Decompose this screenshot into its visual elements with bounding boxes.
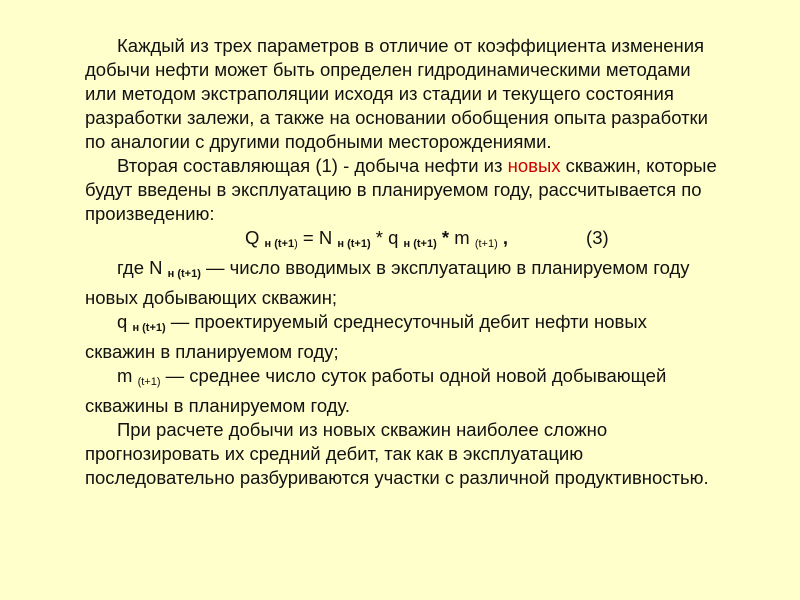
def-m-prefix: m — [117, 365, 138, 386]
para1-line3: или методом экстраполяции исходя из стадии и текущего состояния — [85, 83, 674, 104]
def-m-text: — среднее число суток работы одной новой добывающей — [160, 365, 667, 386]
def-q-prefix: q — [117, 311, 133, 332]
para2-line1 — [85, 154, 775, 178]
def-q-line1 — [85, 310, 775, 340]
formula-q: Q — [245, 227, 260, 248]
def-q-line2: скважин в планируемом году; — [85, 341, 339, 362]
formula-n-subscript: н (t+1) — [337, 238, 371, 250]
def-q-subscript: н (t+1) — [132, 322, 166, 334]
para3-line2: прогнозировать их средний дебит, так как в эксплуатацию — [85, 443, 584, 464]
formula-m-subscript: (t+1) — [474, 238, 498, 250]
def-m-line2: скважины в планируемом году. — [85, 395, 351, 416]
formula-q-subscript-paren: ) — [294, 238, 298, 250]
def-n-line2: новых добывающих скважин; — [85, 287, 338, 308]
formula-q2-subscript: н (t+1) — [403, 238, 437, 250]
formula-mul2: * — [436, 227, 455, 248]
def-n-subscript: н (t+1) — [167, 268, 201, 280]
highlight-word-new: новых — [507, 155, 561, 176]
slide-text-body — [85, 34, 775, 490]
def-q-text: — проектируемый среднесуточный дебит нефти новых — [165, 311, 647, 332]
formula-equals: = N — [297, 227, 338, 248]
formula-3 — [85, 226, 775, 256]
para2-line3: произведению: — [85, 203, 215, 224]
para1-line2: добычи нефти может быть определен гидродинамическими методами — [85, 59, 691, 80]
formula-number: (3) — [586, 227, 609, 248]
para2-line2: будут введены в эксплуатацию в планируемом году, рассчитывается по — [85, 179, 702, 200]
para2-line1-start: Вторая составляющая (1) - добыча нефти из — [117, 155, 508, 176]
para1-line5: по аналогии с другими подобными месторождениями. — [85, 131, 552, 152]
para3-line3: последовательно разбуриваются участки с различной продуктивностью. — [85, 467, 709, 488]
formula-comma: , — [497, 227, 509, 248]
formula-mul1: * q — [370, 227, 404, 248]
def-n-text: — число вводимых в эксплуатацию в планируемом году — [200, 257, 690, 278]
para1-line1: Каждый из трех параметров в отличие от коэффициента изменения — [117, 35, 705, 56]
formula-m: m — [454, 227, 475, 248]
formula-q-subscript: н (t+1 — [264, 238, 295, 250]
def-m-subscript: (t+1) — [137, 376, 161, 388]
para3-line1: При расчете добычи из новых скважин наиболее сложно — [117, 419, 608, 440]
def-m-line1 — [85, 364, 775, 394]
para1-line4: разработки залежи, а также на основании обобщения опыта разработки — [85, 107, 708, 128]
def-n-prefix: где N — [117, 257, 168, 278]
def-n-line1 — [85, 256, 775, 286]
para2-line1-end: скважин, которые — [560, 155, 717, 176]
